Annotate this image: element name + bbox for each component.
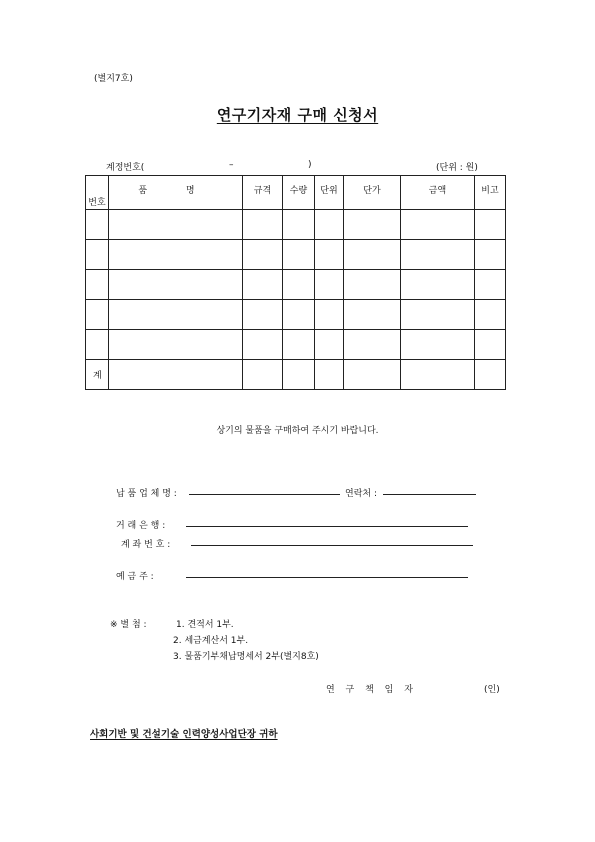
cell-remarks[interactable] bbox=[475, 240, 506, 270]
cell-item-name[interactable] bbox=[109, 300, 243, 330]
cell-item-name[interactable] bbox=[109, 330, 243, 360]
cell-number[interactable] bbox=[86, 300, 109, 330]
total-spec[interactable] bbox=[243, 360, 283, 390]
addressee: 사회기반 및 건설기술 인력양성사업단장 귀하 bbox=[90, 729, 278, 740]
header-amount: 금액 bbox=[401, 176, 475, 210]
cell-unit[interactable] bbox=[315, 240, 344, 270]
cell-remarks[interactable] bbox=[475, 270, 506, 300]
header-unit-price: 단가 bbox=[344, 176, 401, 210]
cell-amount[interactable] bbox=[401, 210, 475, 240]
header-spec: 규격 bbox=[243, 176, 283, 210]
cell-number[interactable] bbox=[86, 210, 109, 240]
cell-spec[interactable] bbox=[243, 270, 283, 300]
cell-quantity[interactable] bbox=[283, 240, 315, 270]
header-item-name: 품 명 bbox=[109, 176, 243, 210]
cell-spec[interactable] bbox=[243, 300, 283, 330]
total-remarks[interactable] bbox=[475, 360, 506, 390]
supplier-field[interactable] bbox=[189, 494, 340, 495]
cell-amount[interactable] bbox=[401, 240, 475, 270]
cell-amount[interactable] bbox=[401, 330, 475, 360]
table-row bbox=[86, 240, 506, 270]
contact-label: 연락처 : bbox=[345, 489, 377, 499]
cell-quantity[interactable] bbox=[283, 270, 315, 300]
table-header-row bbox=[86, 176, 506, 210]
appendix-label: (별지7호) bbox=[94, 74, 133, 84]
researcher-label: 연 구 책 임 자 bbox=[326, 685, 417, 695]
attachment-item: 3. 물품기부채납명세서 2부(별지8호) bbox=[173, 652, 319, 662]
cell-spec[interactable] bbox=[243, 210, 283, 240]
total-amount[interactable] bbox=[401, 360, 475, 390]
table-row bbox=[86, 270, 506, 300]
cell-number[interactable] bbox=[86, 240, 109, 270]
header-remarks: 비고 bbox=[475, 176, 506, 210]
table-row bbox=[86, 330, 506, 360]
cell-unit[interactable] bbox=[315, 300, 344, 330]
account-no-label: 계 좌 번 호 : bbox=[121, 540, 171, 550]
table-total-row bbox=[86, 360, 506, 390]
cell-unit[interactable] bbox=[315, 210, 344, 240]
header-quantity: 수량 bbox=[283, 176, 315, 210]
header-number: 번호 bbox=[86, 176, 109, 210]
account-number-label: 계정번호( bbox=[106, 163, 145, 173]
total-unit-price[interactable] bbox=[344, 360, 401, 390]
attachments-label: ※ 별 첨 : bbox=[110, 620, 147, 630]
depositor-field[interactable] bbox=[186, 577, 468, 578]
total-item-name[interactable] bbox=[109, 360, 243, 390]
contact-field[interactable] bbox=[383, 494, 476, 495]
cell-unit[interactable] bbox=[315, 330, 344, 360]
supplier-label: 납 품 업 체 명 : bbox=[116, 489, 177, 499]
bank-label: 거 래 은 행 : bbox=[116, 521, 166, 531]
form-title bbox=[0, 104, 595, 125]
cell-unit-price[interactable] bbox=[344, 330, 401, 360]
bank-field[interactable] bbox=[186, 526, 468, 527]
items-table bbox=[85, 175, 506, 390]
unit-label: (단위 : 원) bbox=[436, 163, 478, 173]
account-number-close: ) bbox=[308, 160, 312, 170]
header-unit: 단위 bbox=[315, 176, 344, 210]
depositor-label: 예 금 주 : bbox=[116, 572, 154, 582]
cell-remarks[interactable] bbox=[475, 210, 506, 240]
request-statement: 상기의 물품을 구매하여 주시기 바랍니다. bbox=[216, 426, 379, 436]
cell-unit-price[interactable] bbox=[344, 270, 401, 300]
cell-item-name[interactable] bbox=[109, 210, 243, 240]
cell-unit-price[interactable] bbox=[344, 300, 401, 330]
account-number-separator: – bbox=[229, 160, 234, 170]
attachment-item: 2. 세금계산서 1부. bbox=[173, 636, 249, 646]
total-quantity[interactable] bbox=[283, 360, 315, 390]
account-no-field[interactable] bbox=[191, 545, 473, 546]
seal-label: (인) bbox=[484, 685, 500, 695]
cell-unit-price[interactable] bbox=[344, 240, 401, 270]
cell-number[interactable] bbox=[86, 270, 109, 300]
cell-item-name[interactable] bbox=[109, 270, 243, 300]
table-row bbox=[86, 210, 506, 240]
cell-quantity[interactable] bbox=[283, 300, 315, 330]
cell-remarks[interactable] bbox=[475, 330, 506, 360]
cell-remarks[interactable] bbox=[475, 300, 506, 330]
form-title-text: 연구기자재 구매 신청서 bbox=[216, 106, 379, 124]
cell-amount[interactable] bbox=[401, 300, 475, 330]
cell-unit[interactable] bbox=[315, 270, 344, 300]
cell-quantity[interactable] bbox=[283, 330, 315, 360]
cell-spec[interactable] bbox=[243, 330, 283, 360]
table-row bbox=[86, 300, 506, 330]
total-label: 계 bbox=[86, 360, 109, 390]
cell-quantity[interactable] bbox=[283, 210, 315, 240]
attachment-item: 1. 견적서 1부. bbox=[176, 620, 234, 630]
total-unit[interactable] bbox=[315, 360, 344, 390]
cell-item-name[interactable] bbox=[109, 240, 243, 270]
cell-amount[interactable] bbox=[401, 270, 475, 300]
cell-spec[interactable] bbox=[243, 240, 283, 270]
cell-unit-price[interactable] bbox=[344, 210, 401, 240]
cell-number[interactable] bbox=[86, 330, 109, 360]
